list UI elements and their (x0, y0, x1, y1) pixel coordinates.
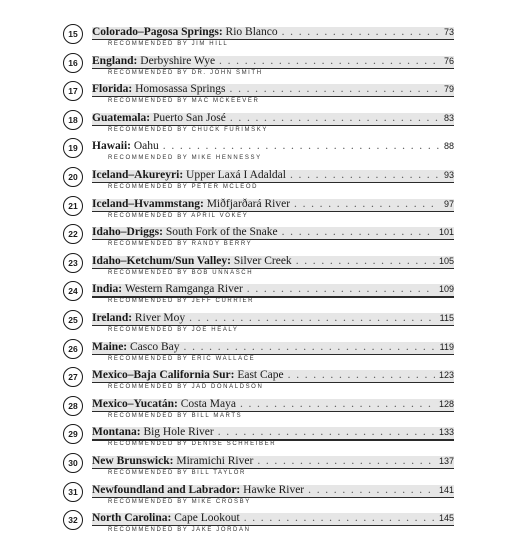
recommended-by-credit: RECOMMENDED BY PETER MCLEOD (108, 184, 259, 190)
recommended-by-credit: RECOMMENDED BY JIM HILL (108, 41, 229, 47)
chapter-number-badge: 22 (63, 224, 83, 244)
entry-place: East Cape (237, 369, 284, 382)
leader-dots (244, 511, 435, 525)
entry-title-line (92, 168, 454, 182)
entry-region: Idaho–Ketchum/Sun Valley: (92, 254, 231, 267)
leader-dots (219, 54, 440, 68)
page-number: 101 (438, 227, 454, 238)
recommended-by-credit: RECOMMENDED BY DENISE SCHREIBER (108, 441, 277, 448)
chapter-number-badge: 24 (63, 281, 83, 301)
recommended-by-credit: RECOMMENDED BY APRIL VOKEY (108, 212, 249, 219)
toc-entry[interactable] (0, 138, 510, 166)
leader-dots (290, 168, 440, 182)
recommended-by-credit: RECOMMENDED BY MAC MCKEEVER (108, 98, 260, 105)
entry-place: Miðfjarðará River (206, 197, 291, 210)
entry-place: Silver Creek (233, 254, 292, 267)
chapter-number-badge: 20 (63, 167, 83, 187)
entry-place: Upper Laxá I Adaldal (186, 169, 286, 181)
entry-title-line (92, 511, 454, 525)
page-number: 97 (443, 198, 454, 209)
leader-dots (247, 282, 435, 296)
entry-title-line (92, 82, 454, 96)
toc-entry[interactable] (0, 81, 510, 109)
entry-place: South Fork of the Snake (165, 226, 278, 239)
entry-region: Maine: (92, 340, 128, 353)
entry-title-line (92, 197, 454, 211)
recommended-by-credit: RECOMMENDED BY MIKE CROSBY (108, 498, 251, 505)
recommended-by-credit: RECOMMENDED BY BILL MARTS (108, 412, 243, 419)
entry-title-line (92, 111, 454, 125)
entry-region: India: (92, 283, 123, 296)
chapter-number-badge: 19 (63, 138, 83, 158)
page-number: 93 (443, 170, 454, 180)
entry-region: Hawaii: (92, 140, 131, 153)
chapter-number-badge: 32 (63, 510, 83, 530)
recommended-by-credit: RECOMMENDED BY ERIC WALLACE (108, 355, 256, 362)
entry-place: River Moy (134, 312, 186, 324)
page-number: 145 (438, 513, 454, 524)
chapter-number-badge: 29 (63, 424, 83, 444)
leader-dots (184, 340, 436, 354)
chapter-number-badge: 26 (63, 339, 83, 359)
recommended-by-credit: RECOMMENDED BY RANDY BERRY (108, 241, 253, 248)
toc-entry[interactable] (0, 110, 510, 138)
leader-dots (189, 311, 436, 325)
recommended-by-credit: RECOMMENDED BY DR. JOHN SMITH (108, 69, 263, 76)
toc-entry[interactable] (0, 482, 510, 510)
leader-dots (288, 368, 435, 382)
entry-region: Florida: (92, 83, 133, 96)
chapter-number-badge: 31 (63, 482, 83, 502)
toc-entry[interactable] (0, 510, 510, 538)
entry-place: Big Hole River (143, 426, 214, 439)
toc-entry[interactable] (0, 367, 510, 395)
entry-region: England: (92, 54, 138, 67)
entry-region: Newfoundland and Labrador: (92, 483, 241, 496)
entry-region: New Brunswick: (92, 455, 174, 467)
entry-region: Montana: (92, 426, 141, 439)
toc-entry[interactable] (0, 253, 510, 281)
entry-region: Colorado–Pagosa Springs: (92, 26, 223, 38)
chapter-number-badge: 30 (63, 453, 83, 473)
page-number: 73 (443, 27, 454, 37)
leader-dots (163, 139, 440, 153)
entry-title-line (92, 368, 454, 382)
recommended-by-credit: RECOMMENDED BY JAKE JORDAN (108, 527, 251, 534)
entry-place: Costa Maya (180, 397, 236, 410)
leader-dots (294, 197, 440, 211)
chapter-number-badge: 15 (63, 24, 83, 44)
recommended-by-credit: RECOMMENDED BY BOB UNNASCH (108, 269, 254, 276)
leader-dots (282, 225, 435, 239)
entry-region: North Carolina: (92, 512, 172, 525)
page-number: 115 (439, 313, 454, 323)
entry-place: Homosassa Springs (135, 83, 226, 96)
toc-entry[interactable] (0, 281, 510, 309)
entry-title-line (92, 225, 454, 239)
recommended-by-credit: RECOMMENDED BY CHUCK FURIMSKY (108, 126, 268, 133)
page-number: 83 (443, 112, 454, 123)
entry-title-line (92, 254, 454, 268)
toc-entry[interactable] (0, 453, 510, 481)
entry-title-line (92, 282, 454, 296)
page-number: 141 (438, 484, 454, 495)
page-number: 133 (438, 427, 454, 438)
entry-place: Rio Blanco (225, 26, 278, 38)
page-number: 76 (443, 55, 454, 66)
entry-title-line (92, 454, 454, 468)
chapter-number-badge: 27 (63, 367, 83, 387)
entry-title-line (92, 340, 454, 354)
leader-dots (230, 111, 440, 125)
leader-dots (308, 483, 435, 497)
leader-dots (240, 397, 435, 411)
entry-place: Puerto San José (153, 111, 226, 124)
toc-entry[interactable] (0, 310, 510, 338)
entry-region: Mexico–Baja California Sur: (92, 369, 235, 382)
leader-dots (296, 254, 435, 268)
chapter-number-badge: 16 (63, 53, 83, 73)
entry-title-line (92, 139, 454, 153)
recommended-by-credit: RECOMMENDED BY MIKE HENNESSY (108, 155, 262, 162)
recommended-by-credit: RECOMMENDED BY BILL TAYLOR (108, 470, 246, 476)
entry-place: Western Ramganga River (124, 283, 243, 296)
toc-entry[interactable] (0, 424, 510, 452)
entry-place: Miramichi River (176, 455, 254, 467)
chapter-number-badge: 28 (63, 396, 83, 416)
chapter-number-badge: 25 (63, 310, 83, 330)
entry-title-line (92, 425, 454, 439)
entry-title-line (92, 25, 454, 39)
recommended-by-credit: RECOMMENDED BY JOE HEALY (108, 327, 239, 333)
leader-dots (230, 82, 440, 96)
entry-place: Hawke River (243, 483, 305, 496)
entry-region: Iceland–Akureyri: (92, 169, 184, 181)
toc-entry[interactable] (0, 224, 510, 252)
toc-entry[interactable] (0, 396, 510, 424)
toc-entry[interactable] (0, 53, 510, 81)
page-number: 119 (439, 341, 454, 352)
entry-place: Cape Lookout (174, 512, 240, 525)
entry-place: Casco Bay (130, 340, 180, 353)
entry-title-line (92, 54, 454, 68)
entry-title-line (92, 483, 454, 497)
page-number: 79 (443, 84, 454, 95)
leader-dots (218, 425, 435, 439)
entry-region: Iceland–Hvammstang: (92, 197, 204, 210)
chapter-number-badge: 23 (63, 253, 83, 273)
entry-title-line (92, 311, 454, 325)
recommended-by-credit: RECOMMENDED BY JEFF CURRIER (108, 298, 255, 305)
page-number: 105 (438, 255, 454, 266)
page-number: 88 (443, 141, 454, 152)
leader-dots (282, 25, 440, 39)
chapter-number-badge: 17 (63, 81, 83, 101)
chapter-number-badge: 18 (63, 110, 83, 130)
page-number: 123 (438, 370, 454, 381)
chapter-number-badge: 21 (63, 196, 83, 216)
entry-place: Oahu (133, 140, 159, 153)
entry-region: Mexico–Yucatán: (92, 397, 178, 410)
entry-region: Idaho–Driggs: (92, 226, 163, 239)
toc-entry[interactable] (0, 339, 510, 367)
recommended-by-credit: RECOMMENDED BY JAD DONALDSON (108, 384, 264, 391)
entry-region: Ireland: (92, 312, 133, 324)
toc-entry[interactable] (0, 196, 510, 224)
toc-entry[interactable] (0, 24, 510, 52)
page-number: 128 (438, 398, 454, 409)
entry-place: Derbyshire Wye (140, 54, 216, 67)
entry-region: Guatemala: (92, 111, 151, 124)
leader-dots (257, 454, 435, 468)
toc-entry[interactable] (0, 167, 510, 195)
entry-title-line (92, 397, 454, 411)
page-number: 109 (438, 284, 454, 295)
page-number: 137 (438, 456, 454, 466)
